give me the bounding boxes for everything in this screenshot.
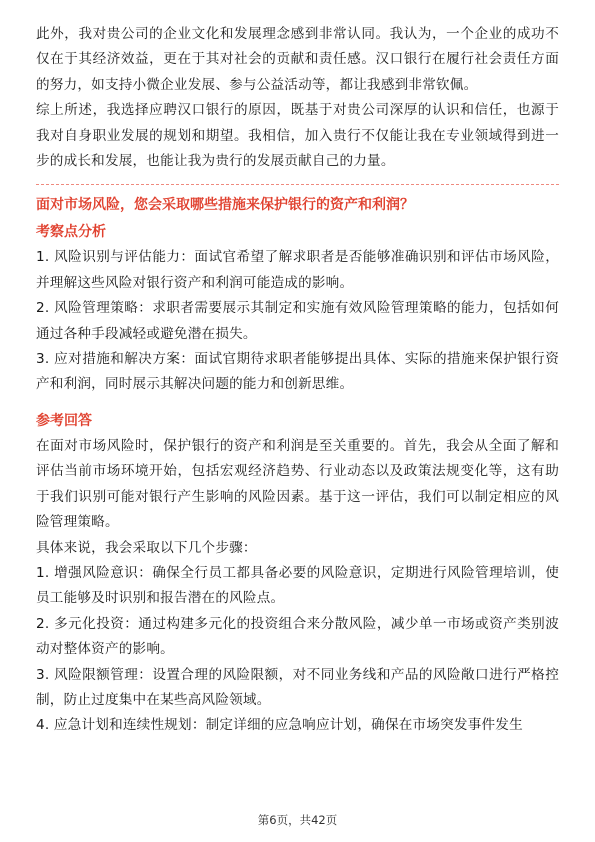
page-number: 第6页，共42页 — [257, 813, 338, 827]
reference-paragraph: 具体来说，我会采取以下几个步骤： — [36, 539, 257, 556]
reference-step: 3. 风险限额管理：设置合理的风险限额，对不同业务线和产品的风险敞口进行严格控制，防止过度集中在某些高风险领域。 — [36, 666, 559, 708]
interview-question: 面对市场风险，您会采取哪些措施来保护银行的资产和利润？ — [36, 197, 414, 214]
document-page — [36, 22, 559, 739]
section-divider — [36, 184, 559, 185]
reference-step: 4. 应急计划和连续性规划：制定详细的应急响应计划，确保在市场突发事件发生 — [36, 717, 523, 734]
reference-paragraph: 在面对市场风险时，保护银行的资产和利润是至关重要的。首先，我会从全面了解和评估当前市场环境开始，包括宏观经济趋势、行业动态以及政策法规变化等，这有助于我们识别可能对银行产生影响的风险因素。基于这一评估，我们可以制定相应的风险管理策略。 — [36, 437, 559, 531]
reference-heading: 参考回答 — [36, 412, 92, 429]
analysis-item: 3. 应对措施和解决方案：面试官期待求职者能够提出具体、实际的措施来保护银行资产和利润，同时展示其解决问题的能力和创新思维。 — [36, 351, 559, 393]
intro-paragraph: 此外，我对贵公司的企业文化和发展理念感到非常认同。我认为，一个企业的成功不仅在于其经济效益，更在于其对社会的贡献和责任感。汉口银行在履行社会责任方面的努力，如支持小微企业发展、参与公益活动等，都让我感到非常钦佩。 — [36, 26, 559, 93]
analysis-item: 1. 风险识别与评估能力：面试官希望了解求职者是否能够准确识别和评估市场风险，并理解这些风险对银行资产和利润可能造成的影响。 — [36, 249, 559, 291]
reference-step: 1. 增强风险意识：确保全行员工都具备必要的风险意识，定期进行风险管理培训，使员工能够及时识别和报告潜在的风险点。 — [36, 564, 559, 607]
reference-step: 2. 多元化投资：通过构建多元化的投资组合来分散风险，减少单一市场或资产类别波动对整体资产的影响。 — [36, 615, 559, 658]
intro-paragraph: 综上所述，我选择应聘汉口银行的原因，既基于对贵公司深厚的认识和信任，也源于我对自身职业发展的规划和期望。我相信，加入贵行不仅能让我在专业领域得到进一步的成长和发展，也能让我为贵行的发展贡献自己的力量。 — [36, 102, 559, 170]
analysis-heading: 考察点分析 — [36, 224, 106, 241]
analysis-item: 2. 风险管理策略：求职者需要展示其制定和实施有效风险管理策略的能力，包括如何通过各种手段减轻或避免潜在损失。 — [36, 300, 559, 342]
